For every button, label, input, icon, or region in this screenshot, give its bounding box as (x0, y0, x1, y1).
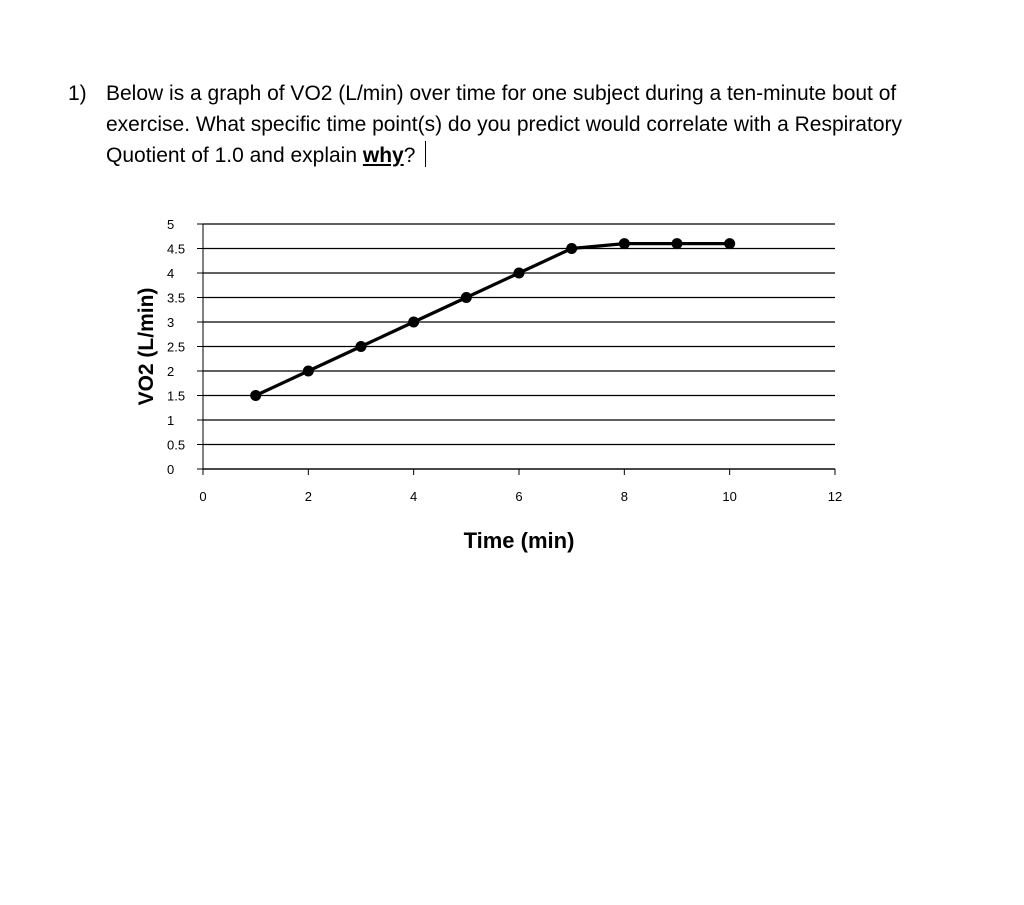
y-tick-label-3: 1.5 (167, 388, 186, 404)
data-point-4 (408, 317, 419, 328)
x-tick-label-3: 6 (515, 489, 523, 504)
question-line-2: exercise. What specific time point(s) do you predict would correlate with a Respiratory (106, 113, 902, 136)
x-tick-label-2: 4 (410, 489, 418, 504)
x-tick-label-1: 2 (304, 489, 312, 504)
y-tick-label-9: 4.5 (167, 241, 186, 257)
y-tick-label-0: 0 (167, 462, 175, 477)
y-tick-label-8: 4 (167, 266, 175, 281)
y-tick-label-10: 5 (167, 217, 175, 232)
x-axis-title: Time (min) (463, 528, 575, 553)
y-tick-label-6: 3 (167, 315, 175, 330)
data-point-7 (566, 243, 577, 254)
data-point-2 (303, 366, 314, 377)
question-emphasis-why: why (362, 144, 404, 167)
x-tick-label-6: 12 (827, 489, 843, 504)
data-point-10 (724, 238, 735, 249)
question-line-3-suffix: ? (403, 144, 416, 167)
series-line-0 (256, 244, 730, 396)
data-point-3 (356, 341, 367, 352)
y-tick-label-4: 2 (167, 364, 175, 379)
y-tick-label-1: 0.5 (167, 437, 186, 453)
question-line-3-prefix: Quotient of 1.0 and explain (106, 144, 363, 167)
data-point-1 (250, 390, 261, 401)
data-point-6 (514, 268, 525, 279)
y-tick-label-5: 2.5 (167, 339, 186, 355)
y-tick-label-2: 1 (167, 413, 175, 428)
question-number: 1) (68, 82, 87, 105)
x-tick-label-4: 8 (620, 489, 628, 504)
data-point-9 (672, 238, 683, 249)
question-line-1: Below is a graph of VO2 (L/min) over time for one subject during a ten-minute bout of (106, 82, 897, 105)
y-tick-label-7: 3.5 (167, 290, 186, 306)
x-tick-label-5: 10 (722, 489, 737, 504)
data-point-8 (619, 238, 630, 249)
x-tick-label-0: 0 (199, 489, 207, 504)
data-point-5 (461, 292, 472, 303)
y-axis-title: VO2 (L/min) (135, 287, 158, 406)
